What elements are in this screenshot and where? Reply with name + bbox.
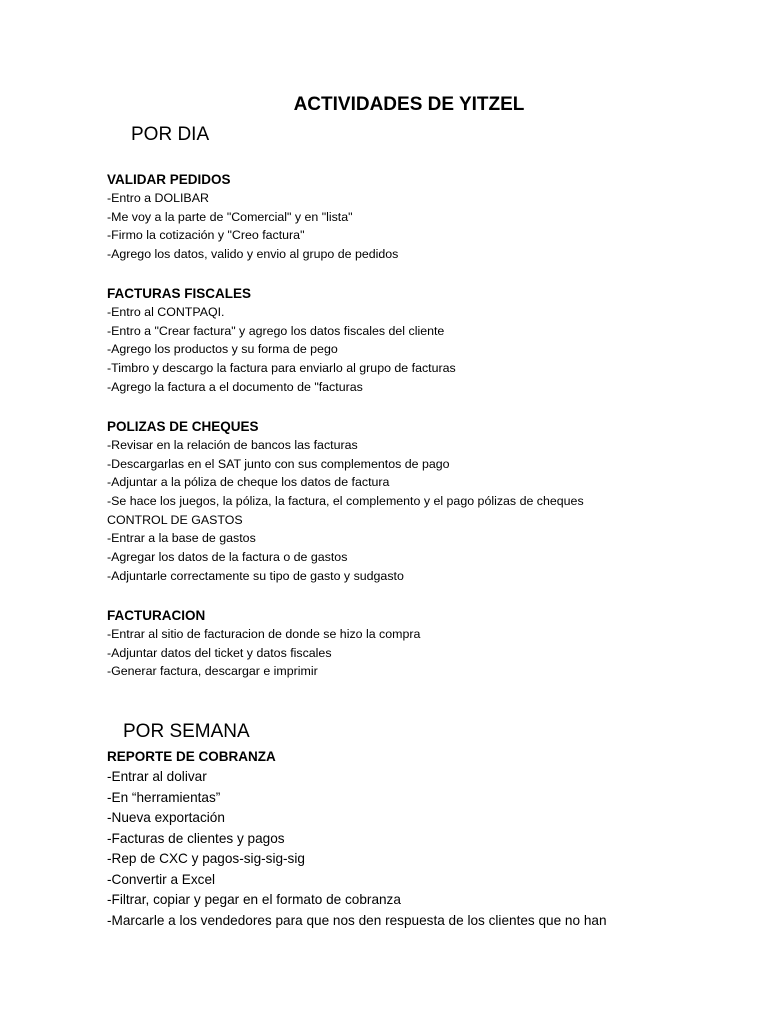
- list-item: -Entro al CONTPAQI.: [107, 305, 225, 319]
- list-item: -Timbro y descargo la factura para enviarlo al grupo de facturas: [107, 361, 456, 376]
- list-item: -Agrego los datos, valido y envio al grupo de pedidos: [107, 247, 399, 262]
- list-item: -Nueva exportación: [107, 810, 225, 825]
- section-label-por-semana: POR SEMANA: [123, 721, 250, 742]
- section-heading: POLIZAS DE CHEQUES: [107, 419, 259, 434]
- list-item: -Entrar a la base de gastos: [107, 531, 256, 546]
- list-item: -Agregar los datos de la factura o de gastos: [107, 550, 348, 565]
- section-heading: VALIDAR PEDIDOS: [107, 172, 231, 187]
- section-polizas-de-cheques: [107, 417, 747, 586]
- list-item: -En “herramientas”: [107, 789, 221, 805]
- list-item: -Adjuntar a la póliza de cheque los datos de factura: [107, 475, 390, 490]
- section-label-por-dia: POR DIA: [131, 124, 210, 145]
- section-validar-pedidos: [107, 170, 747, 264]
- section-heading: REPORTE DE COBRANZA: [107, 749, 276, 764]
- list-item: -Marcarle a los vendedores para que nos den respuesta de los clientes que no han: [107, 912, 607, 928]
- list-item: -Entrar al sitio de facturacion de donde se hizo la compra: [107, 627, 421, 641]
- list-item: -Entro a "Crear factura" y agrego los datos fiscales del cliente: [107, 323, 445, 338]
- list-item: -Descargarlas en el SAT junto con sus complementos de pago: [107, 456, 450, 471]
- section-heading: FACTURAS FISCALES: [107, 286, 252, 301]
- list-item: -Rep de CXC y pagos-sig-sig-sig: [107, 851, 305, 866]
- list-item: -Entrar al dolivar: [107, 769, 207, 784]
- list-item: -Entro a DOLIBAR: [107, 191, 209, 205]
- document-title: ACTIVIDADES DE YITZEL: [293, 94, 525, 115]
- list-item: -Facturas de clientes y pagos: [107, 830, 285, 846]
- list-item: -Se hace los juegos, la póliza, la factura, el complemento y el pago pólizas de cheques: [107, 494, 584, 509]
- list-item: -Adjuntarle correctamente su tipo de gasto y sudgasto: [107, 568, 404, 583]
- list-item: -Firmo la cotización y "Creo factura": [107, 228, 305, 243]
- section-facturacion: [107, 606, 747, 681]
- list-item: -Generar factura, descargar e imprimir: [107, 664, 318, 679]
- section-heading: FACTURACION: [107, 608, 206, 623]
- list-item: -Filtrar, copiar y pegar en el formato de cobranza: [107, 892, 401, 907]
- list-item: -Agrego los productos y su forma de pego: [107, 342, 338, 357]
- section-reporte-de-cobranza: [107, 747, 747, 931]
- list-item: -Adjuntar datos del ticket y datos fiscales: [107, 645, 332, 660]
- list-item: -Convertir a Excel: [107, 871, 216, 887]
- list-item: -Agrego la factura a el documento de "facturas: [107, 379, 363, 394]
- list-item: -Revisar en la relación de bancos las facturas: [107, 438, 358, 452]
- section-facturas-fiscales: [107, 284, 747, 396]
- list-item: -Me voy a la parte de "Comercial" y en "lista": [107, 209, 353, 224]
- list-item: CONTROL DE GASTOS: [107, 512, 243, 527]
